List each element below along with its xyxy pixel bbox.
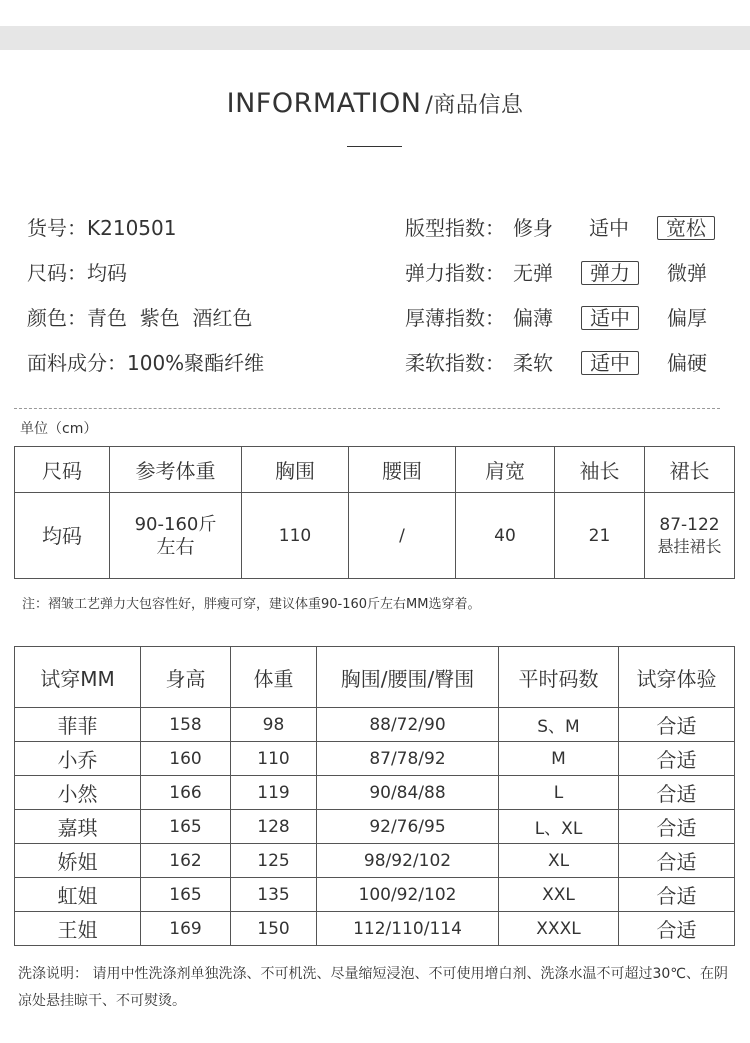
product-index-right <box>405 214 735 394</box>
cell-fit: 合适 <box>619 844 735 878</box>
column-header: 试穿MM <box>15 647 141 708</box>
section-divider <box>14 408 720 409</box>
title-english: INFORMATION <box>226 88 422 119</box>
column-header: 胸围 <box>242 447 349 493</box>
column-header: 尺码 <box>15 447 110 493</box>
top-banner-bar <box>0 26 750 50</box>
try-on-table <box>14 646 735 946</box>
index-option-selected: 宽松 <box>657 216 715 240</box>
index-option: 偏厚 <box>667 306 707 330</box>
cell-chest: 110 <box>242 493 349 579</box>
cell-measurements: 88/72/90 <box>317 708 499 742</box>
index-option: 柔软 <box>513 351 553 375</box>
cell-weight: 128 <box>231 810 317 844</box>
index-row-thickness <box>405 304 735 349</box>
page-title <box>0 88 750 119</box>
cell-height: 169 <box>141 912 231 946</box>
cell-name: 虹姐 <box>15 878 141 912</box>
index-label: 弹力指数： <box>405 261 505 285</box>
title-underline <box>347 146 402 147</box>
cell-length-note: 悬挂裙长 <box>657 536 722 556</box>
cell-usual-size: XXXL <box>499 912 619 946</box>
index-option: 偏硬 <box>667 351 707 375</box>
cell-height: 165 <box>141 878 231 912</box>
table-row <box>15 742 735 776</box>
column-header: 参考体重 <box>110 447 242 493</box>
cell-usual-size: XL <box>499 844 619 878</box>
info-row-item-number <box>27 214 264 259</box>
cell-weight: 119 <box>231 776 317 810</box>
index-option: 修身 <box>513 216 553 240</box>
cell-height: 160 <box>141 742 231 776</box>
info-value: 青色 紫色 酒红色 <box>87 306 253 330</box>
cell-sleeve: 21 <box>555 493 645 579</box>
cell-height: 162 <box>141 844 231 878</box>
info-value: K210501 <box>87 216 177 240</box>
cell-name: 菲菲 <box>15 708 141 742</box>
column-header: 裙长 <box>645 447 735 493</box>
table-row <box>15 708 735 742</box>
cell-fit: 合适 <box>619 878 735 912</box>
product-info-left <box>27 214 264 394</box>
table-row <box>15 810 735 844</box>
column-header: 袖长 <box>555 447 645 493</box>
column-header: 平时码数 <box>499 647 619 708</box>
column-header: 肩宽 <box>456 447 555 493</box>
info-row-color <box>27 304 264 349</box>
cell-fit: 合适 <box>619 776 735 810</box>
index-row-stretch <box>405 259 735 304</box>
index-option: 无弹 <box>513 261 553 285</box>
cell-waist: / <box>349 493 456 579</box>
cell-name: 王姐 <box>15 912 141 946</box>
size-table <box>14 446 735 579</box>
info-row-fabric <box>27 349 264 394</box>
cell-fit: 合适 <box>619 708 735 742</box>
column-header: 试穿体验 <box>619 647 735 708</box>
index-label: 厚薄指数： <box>405 306 505 330</box>
column-header: 身高 <box>141 647 231 708</box>
cell-size: 均码 <box>15 493 110 579</box>
info-value: 100%聚酯纤维 <box>127 351 265 375</box>
cell-usual-size: L、XL <box>499 810 619 844</box>
unit-label: 单位（cm） <box>20 421 98 437</box>
cell-usual-size: L <box>499 776 619 810</box>
cell-weight: 125 <box>231 844 317 878</box>
index-option-selected: 适中 <box>581 306 639 330</box>
cell-name: 娇姐 <box>15 844 141 878</box>
index-label: 版型指数： <box>405 216 505 240</box>
table-header-row <box>15 647 735 708</box>
title-chinese: 商品信息 <box>433 93 524 118</box>
cell-name: 小然 <box>15 776 141 810</box>
cell-weight <box>110 493 242 579</box>
index-row-softness <box>405 349 735 394</box>
cell-length <box>645 493 735 579</box>
table-row <box>15 878 735 912</box>
cell-measurements: 92/76/95 <box>317 810 499 844</box>
index-option: 微弹 <box>667 261 707 285</box>
cell-weight: 98 <box>231 708 317 742</box>
cell-weight: 110 <box>231 742 317 776</box>
cell-fit: 合适 <box>619 912 735 946</box>
cell-usual-size: XXL <box>499 878 619 912</box>
cell-usual-size: S、M <box>499 708 619 742</box>
info-value: 均码 <box>87 261 127 285</box>
table-row <box>15 844 735 878</box>
index-option: 适中 <box>589 216 629 240</box>
info-row-size <box>27 259 264 304</box>
index-label: 柔软指数： <box>405 351 505 375</box>
info-label: 颜色： <box>27 306 87 330</box>
info-label: 面料成分： <box>27 351 127 375</box>
info-label: 货号： <box>27 216 87 240</box>
index-row-fit <box>405 214 735 259</box>
cell-name: 小乔 <box>15 742 141 776</box>
cell-weight-approx: 左右 <box>156 535 195 558</box>
size-note: 注：褶皱工艺弹力大包容性好，胖瘦可穿，建议体重90-160斤左右MM选穿着。 <box>22 597 481 612</box>
wash-instructions: 洗涤说明： 请用中性洗涤剂单独洗涤、不可机洗、尽量缩短浸泡、不可使用增白剂、洗涤水温不可超过30℃、在阴凉处悬挂晾干、不可熨烫。 <box>18 966 728 1009</box>
cell-height: 158 <box>141 708 231 742</box>
cell-height: 165 <box>141 810 231 844</box>
cell-measurements: 100/92/102 <box>317 878 499 912</box>
cell-fit: 合适 <box>619 810 735 844</box>
cell-length-range: 87-122 <box>659 514 720 535</box>
cell-measurements: 112/110/114 <box>317 912 499 946</box>
table-header-row <box>15 447 735 493</box>
title-separator: / <box>425 93 434 118</box>
index-option-selected: 适中 <box>581 351 639 375</box>
table-row <box>15 912 735 946</box>
column-header: 胸围/腰围/臀围 <box>317 647 499 708</box>
column-header: 体重 <box>231 647 317 708</box>
cell-measurements: 87/78/92 <box>317 742 499 776</box>
cell-shoulder: 40 <box>456 493 555 579</box>
info-label: 尺码： <box>27 261 87 285</box>
column-header: 腰围 <box>349 447 456 493</box>
cell-weight: 150 <box>231 912 317 946</box>
cell-weight-range: 90-160斤 <box>134 513 217 535</box>
table-row <box>15 493 735 579</box>
table-row <box>15 776 735 810</box>
cell-weight: 135 <box>231 878 317 912</box>
cell-height: 166 <box>141 776 231 810</box>
cell-fit: 合适 <box>619 742 735 776</box>
index-option-selected: 弹力 <box>581 261 639 285</box>
index-option: 偏薄 <box>513 306 553 330</box>
cell-usual-size: M <box>499 742 619 776</box>
cell-name: 嘉琪 <box>15 810 141 844</box>
cell-measurements: 90/84/88 <box>317 776 499 810</box>
cell-measurements: 98/92/102 <box>317 844 499 878</box>
